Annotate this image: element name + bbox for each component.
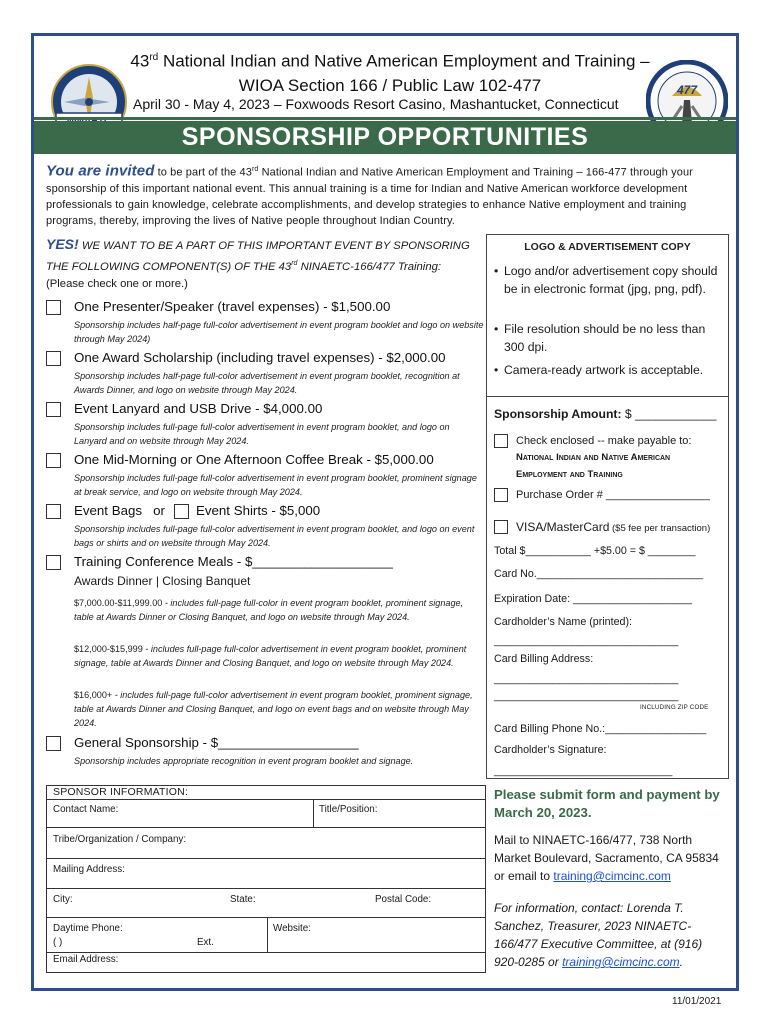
email-address-field[interactable]: Email Address:	[53, 954, 119, 965]
option-title: Event Lanyard and USB Drive - $4,000.00	[74, 401, 323, 416]
event-bags-checkbox[interactable]	[46, 504, 61, 519]
meal-tier: $12,000-$15,999 - includes full-page full-color advertisement in event program booklet, prominent signage, table at Awards Dinner and Closing Banquet, and logo on website through May 2024.	[74, 644, 467, 668]
meals-checkbox[interactable]	[46, 555, 61, 570]
signature-field[interactable]: ______________________________	[494, 765, 673, 777]
postal-code-field[interactable]: Postal Code:	[375, 894, 432, 905]
option-description: Sponsorship includes appropriate recognition in event program booklet and signage.	[74, 756, 414, 766]
form-divider	[46, 917, 486, 918]
submission-deadline: Please submit form and payment by March 20, 2023.	[494, 787, 720, 820]
lanyard-checkbox[interactable]	[46, 402, 61, 417]
including-zip-label: INCLUDING ZIP CODE	[640, 704, 709, 711]
logo-right-text: 477	[676, 83, 698, 97]
event-date-location: April 30 - May 4, 2023 – Foxwoods Resort Casino, Mashantucket, Connecticut	[133, 96, 619, 112]
form-divider	[46, 858, 486, 859]
form-divider	[46, 799, 486, 800]
expiration-field[interactable]: Expiration Date: ____________________	[494, 593, 692, 605]
option-description: Sponsorship includes half-page full-color advertisement in event program booklet, recognition at Awards Dinner, and logo on website through May 2024.	[74, 371, 460, 395]
cardholder-name-label: Cardholder’s Name (printed):	[494, 616, 633, 628]
check-label: Check enclosed -- make payable to:	[516, 435, 692, 447]
website-field[interactable]: Website:	[273, 923, 311, 934]
form-divider	[46, 952, 486, 953]
contact-name-field[interactable]: Contact Name:	[53, 804, 119, 815]
phone-area-code: ( )	[53, 937, 63, 948]
logo-copy-bullet: • Logo and/or advertisement copy should be in electronic format (jpg, png, pdf).	[494, 264, 718, 296]
option-title: One Presenter/Speaker (travel expenses) - $1,500.00	[74, 299, 391, 314]
option-description: Sponsorship includes full-page full-color advertisement in event program booklet, and logo on Lanyard and on website through May 2024.	[74, 422, 450, 446]
city-field[interactable]: City:	[53, 894, 73, 905]
form-divider	[46, 888, 486, 889]
contact-email-link[interactable]: training@cimcinc.com	[562, 955, 680, 969]
sponsor-info-heading: SPONSOR INFORMATION:	[53, 786, 189, 798]
meal-tier: $7,000.00-$11,999.00 - includes full-page full-color in event program booklet, prominent signage, table at Awards Dinner or Closing Banquet, and logo on website through May 2024.	[74, 598, 464, 622]
option-description: Sponsorship includes half-page full-color advertisement in event program booklet and logo on website through May 2024)	[74, 320, 484, 344]
form-divider	[267, 917, 268, 952]
signature-label: Cardholder’s Signature:	[494, 744, 607, 756]
payee-name: National Indian and Native American Employment and Training	[516, 452, 671, 480]
billing-address-field-2[interactable]: _______________________________	[494, 690, 679, 702]
event-shirts-checkbox[interactable]	[174, 504, 189, 519]
form-divider	[313, 799, 314, 827]
organization-field[interactable]: Tribe/Organization / Company:	[53, 834, 187, 845]
cardholder-name-field[interactable]: _______________________________	[494, 635, 679, 647]
billing-address-label: Card Billing Address:	[494, 653, 594, 665]
title-position-field[interactable]: Title/Position:	[319, 804, 378, 815]
email-link[interactable]: training@cimcinc.com	[553, 869, 671, 883]
logo-copy-bullet: • File resolution should be no less than 300 dpi.	[494, 322, 706, 354]
billing-address-field[interactable]: _______________________________	[494, 673, 679, 685]
daytime-phone-field[interactable]: Daytime Phone:	[53, 923, 123, 934]
option-title-shirts: Event Shirts - $5,000	[196, 503, 321, 518]
presenter-checkbox[interactable]	[46, 300, 61, 315]
option-title: Event Bags or	[74, 503, 165, 518]
check-enclosed-checkbox[interactable]	[494, 434, 508, 448]
logo-copy-bullet: • Camera-ready artwork is acceptable.	[494, 363, 704, 377]
yes-statement: YES! WE WANT TO BE A PART OF THIS IMPORTANT EVENT BY SPONSORING THE FOLLOWING COMPONENT(S) OF THE 43rd NINAETC-166/477 Training: (Please check one or more.)	[46, 236, 470, 290]
option-description: Sponsorship includes full-page full-color advertisement in event program booklet, and logo on event bags or shirts and on website through May 2024.	[74, 524, 475, 548]
total-field[interactable]: Total $___________ +$5.00 = $ ________	[494, 545, 696, 557]
purchase-order-label: Purchase Order # _________________	[516, 489, 710, 501]
mailing-address-field[interactable]: Mailing Address:	[53, 864, 125, 875]
option-title: One Mid-Morning or One Afternoon Coffee Break - $5,000.00	[74, 452, 434, 467]
event-title: 43rd National Indian and Native American Employment and Training – WIOA Section 166 / Public Law 102-477	[130, 51, 650, 95]
panel-divider	[486, 396, 729, 397]
form-divider	[46, 827, 486, 828]
option-title: Training Conference Meals - $___________________	[74, 554, 393, 569]
header-divider	[34, 117, 736, 120]
purchase-order-checkbox[interactable]	[494, 488, 508, 502]
state-field[interactable]: State:	[230, 894, 256, 905]
option-description: Sponsorship includes full-page full-color advertisement in event program booklet, prominent signage at break service, and logo on website through May 2024.	[74, 473, 477, 497]
visa-mastercard-checkbox[interactable]	[494, 520, 508, 534]
meal-tier: $16,000+ - includes full-page full-color advertisement in event program booklet, prominent signage, table at Awards Dinner and Closing Banquet, and logo on event bags and on website through May 2024.	[74, 690, 473, 728]
option-title: General Sponsorship - $___________________	[74, 735, 359, 750]
intro-paragraph: You are invited to be part of the 43rd National Indian and Native American Employment and Training – 166-477 through your sponsorship of this important national event. This annual training is a time for Indian and Native American workforce development professionals to gain knowledge, celebrate accomplishments, and develop strategies to enhance Native employment and training programs, thereby, improving the lives of Native people throughout Indian Country.	[46, 162, 693, 228]
phone-ext: Ext.	[197, 937, 214, 948]
revision-date: 11/01/2021	[672, 996, 722, 1007]
billing-phone-field[interactable]: Card Billing Phone No.:_________________	[494, 723, 707, 735]
mailing-instructions: Mail to NINAETC-166/477, 738 North Market Boulevard, Sacramento, CA 95834 or email to training@cimcinc.com	[494, 833, 719, 883]
contact-information: For information, contact: Lorenda T. Sanchez, Treasurer, 2023 NINAETC-166/477 Executive Committee, at (916) 920-0285 or training@cimcinc.com.	[494, 901, 703, 969]
sponsorship-banner: SPONSORSHIP OPPORTUNITIES	[34, 121, 736, 154]
card-label: VISA/MasterCard ($5 fee per transaction)	[516, 520, 711, 534]
scholarship-checkbox[interactable]	[46, 351, 61, 366]
option-title: One Award Scholarship (including travel expenses) - $2,000.00	[74, 350, 446, 365]
sponsorship-amount-field[interactable]: Sponsorship Amount: $ ____________	[494, 407, 717, 421]
general-sponsorship-checkbox[interactable]	[46, 736, 61, 751]
coffee-break-checkbox[interactable]	[46, 453, 61, 468]
logo-copy-heading: LOGO & ADVERTISEMENT COPY	[524, 241, 691, 253]
meal-events: Awards Dinner | Closing Banquet	[74, 574, 251, 588]
card-number-field[interactable]: Card No.____________________________	[494, 568, 704, 580]
